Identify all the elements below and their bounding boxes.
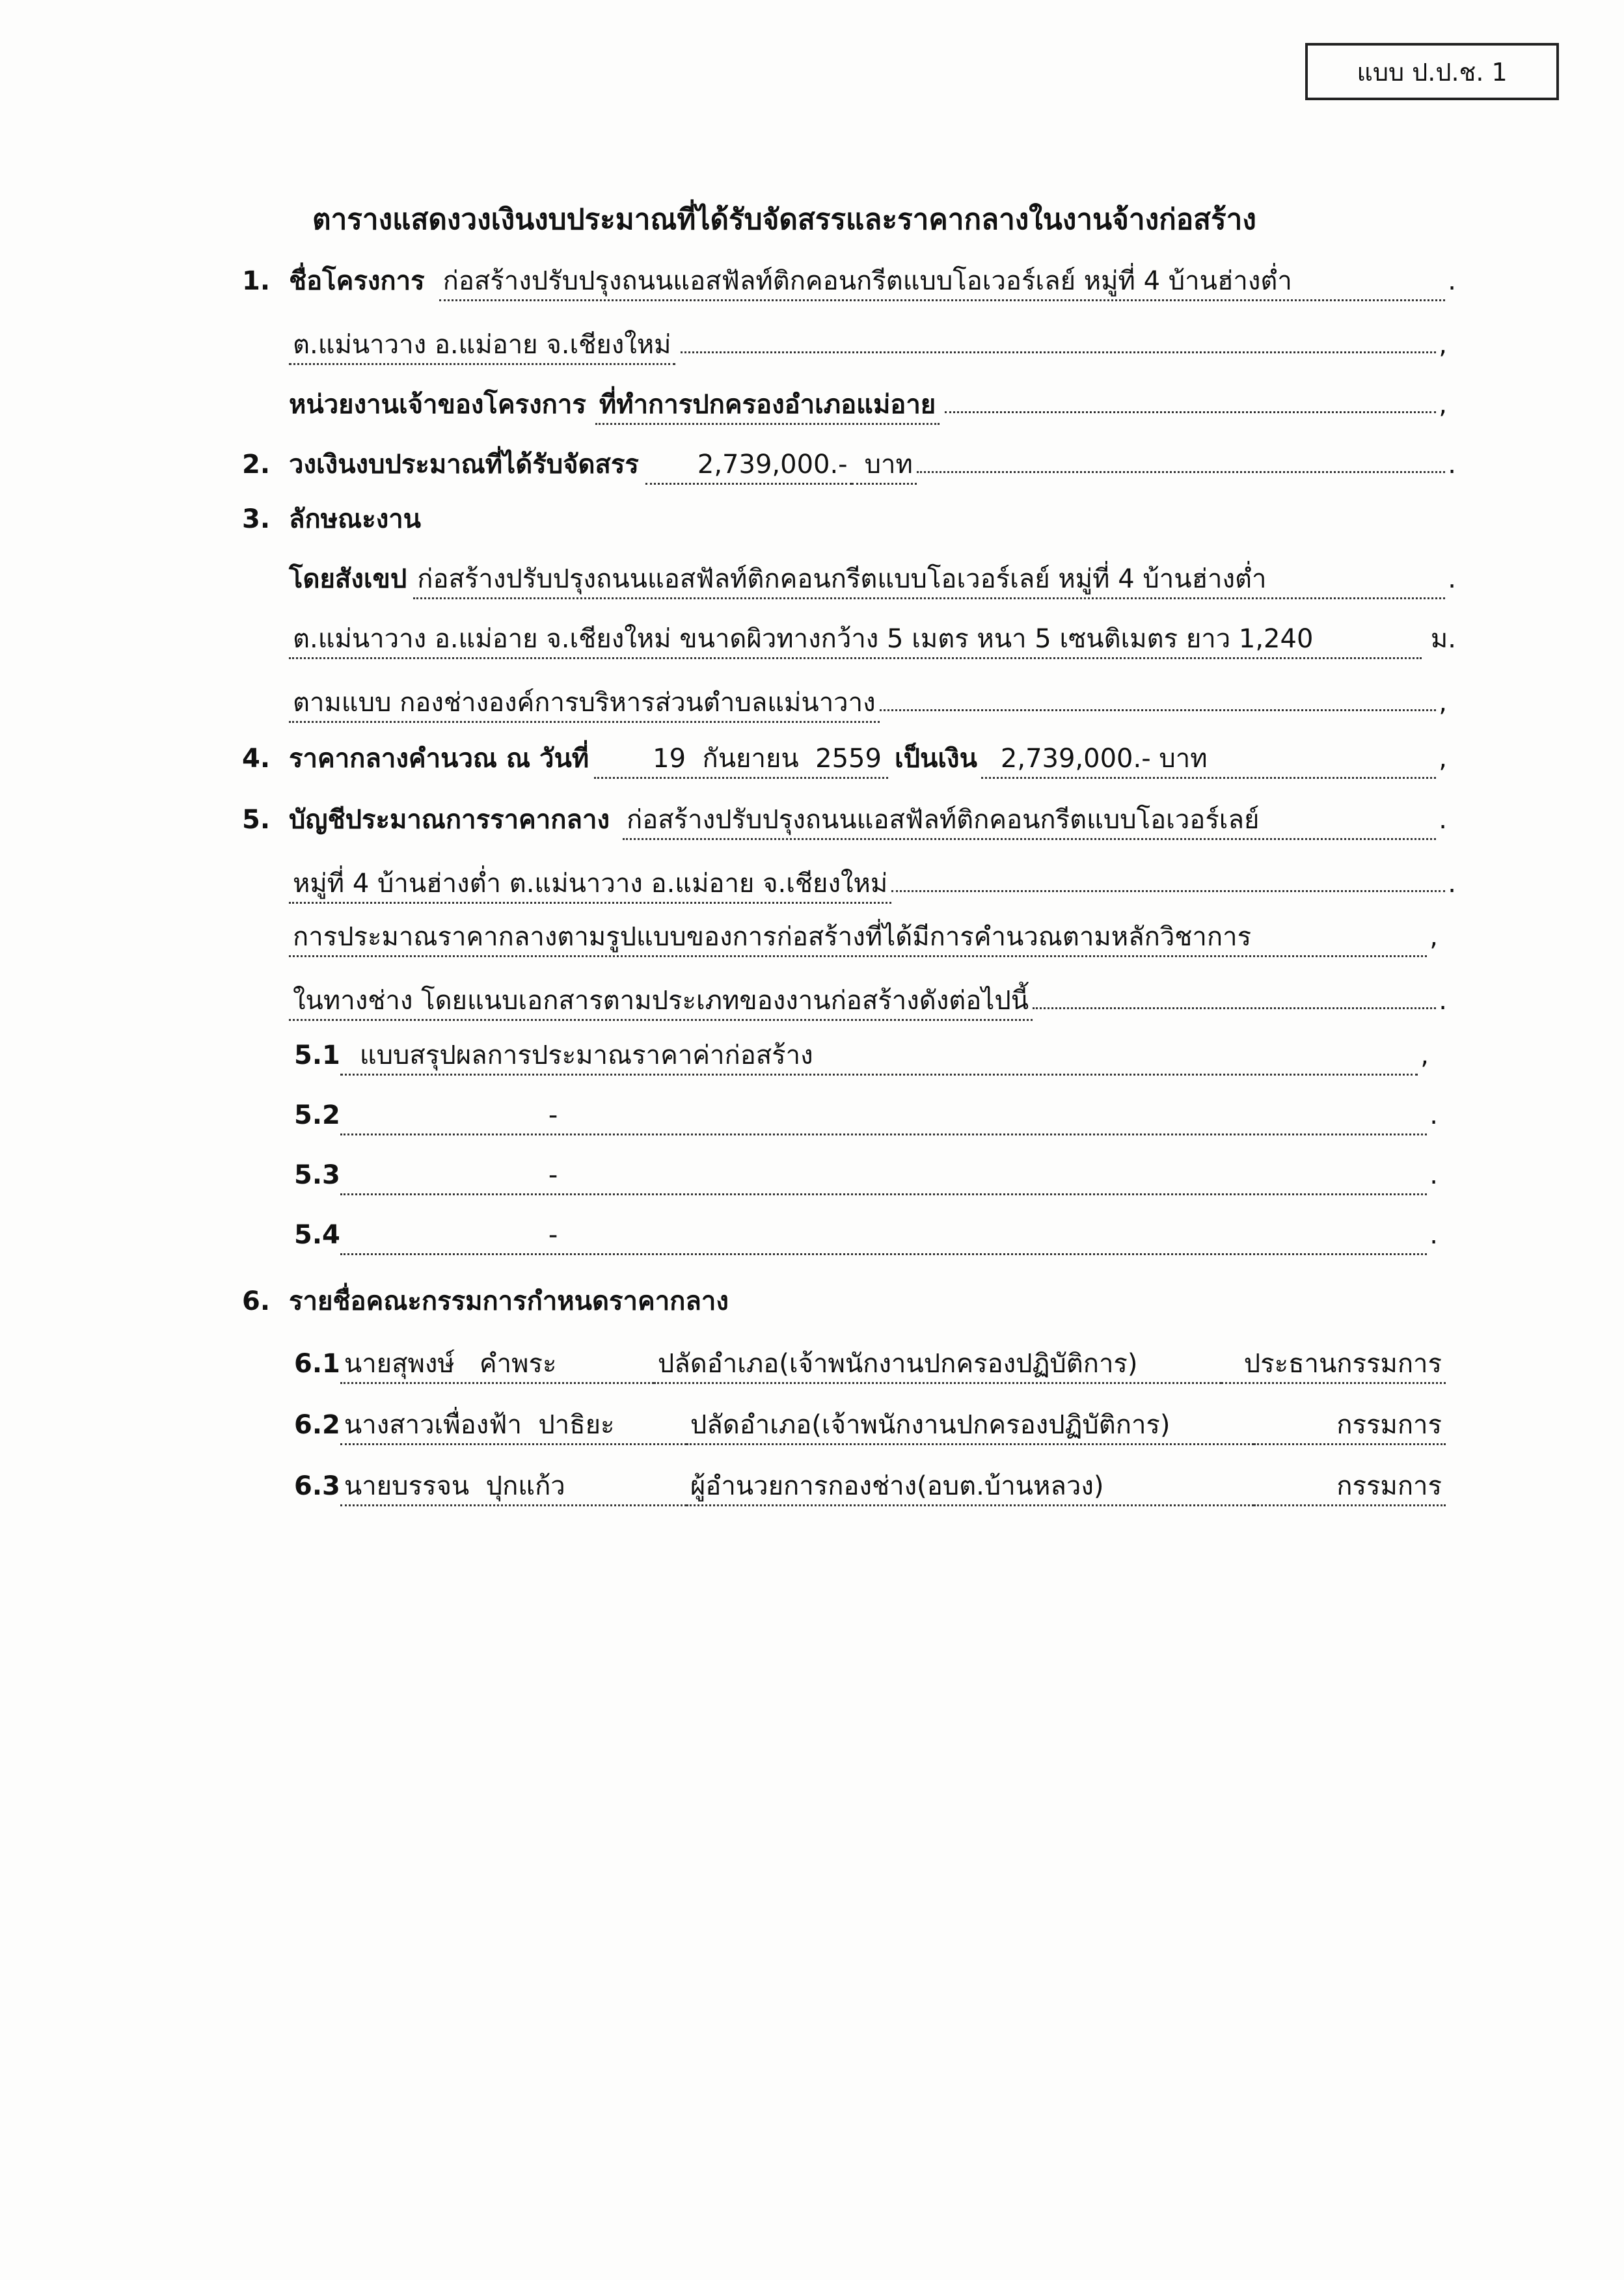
project-name-value-2: ต.แม่นาวาง อ.แม่อาย จ.เชียงใหม่: [289, 328, 675, 365]
section-number: 3.: [242, 504, 271, 534]
member-name: นายสุพงษ์ คำพระ: [340, 1347, 654, 1384]
committee-member: [294, 1344, 1446, 1383]
section-1-line-3: [289, 380, 1447, 419]
section-3-line-1: [289, 560, 1456, 599]
estimate-item: [294, 1036, 1429, 1075]
member-role: กรรมการ: [1254, 1469, 1446, 1506]
section-4-line: [242, 739, 1447, 778]
dotted-fill: [681, 320, 1437, 353]
dotted-fill: [1033, 976, 1436, 1009]
punct: .: [1448, 564, 1456, 594]
punct: ,: [1439, 744, 1447, 774]
punct: ,: [1420, 1040, 1429, 1070]
project-name-value-1: ก่อสร้างปรับปรุงถนนแอสฟัลท์ติกคอนกรีตแบบโอเวอร์เลย์ หมู่ที่ 4 บ้านฮ่างต่ำ: [439, 264, 1446, 301]
punct: ,: [1429, 922, 1438, 952]
estimate-line-3: การประมาณราคากลางตามรูปแบบของการก่อสร้างที่ได้มีการคำนวณตามหลักวิชาการ: [289, 920, 1427, 957]
section-number: 4.: [242, 744, 271, 774]
punct: ,: [1439, 390, 1447, 420]
item-number: 5.4: [294, 1220, 340, 1250]
section-1-line-1: [242, 262, 1456, 301]
item-number: 5.3: [294, 1160, 340, 1190]
item-text: -: [340, 1218, 1427, 1255]
committee-label: รายชื่อคณะกรรมการกำหนดราคากลาง: [289, 1286, 729, 1316]
member-position: ปลัดอำเภอ(เจ้าพนักงานปกครองปฏิบัติการ): [654, 1347, 1221, 1384]
punct: .: [1439, 805, 1447, 835]
length-unit: ม.: [1430, 624, 1456, 654]
punct: ,: [1439, 330, 1447, 360]
punct: .: [1429, 1160, 1438, 1190]
estimate-item: [294, 1156, 1438, 1195]
estimate-item: [294, 1215, 1438, 1255]
summary-line-3: ตามแบบ กองช่างองค์การบริหารส่วนตำบลแม่นาวาง: [289, 686, 880, 723]
section-5-line-3: [289, 917, 1438, 957]
section-5-line-2: [289, 859, 1456, 898]
form-code-box: แบบ ป.ป.ช. 1: [1305, 43, 1559, 100]
estimate-list-label: บัญชีประมาณการราคากลาง: [289, 805, 610, 835]
item-text: แบบสรุปผลการประมาณราคาค่าก่อสร้าง: [340, 1038, 1418, 1076]
punct: .: [1429, 1220, 1438, 1250]
estimate-line-1: ก่อสร้างปรับปรุงถนนแอสฟัลท์ติกคอนกรีตแบบโอเวอร์เลย์: [623, 803, 1436, 840]
section-number: 1.: [242, 266, 271, 296]
section-number: 6.: [242, 1286, 271, 1316]
dotted-fill: [945, 380, 1436, 413]
member-role: ประธานกรรมการ: [1221, 1347, 1446, 1384]
member-name: นางสาวเพื่องฟ้า ปาธิยะ: [340, 1408, 686, 1445]
member-name: นายบรรจน ปุกแก้ว: [340, 1469, 686, 1506]
member-number: 6.3: [294, 1471, 340, 1501]
item-number: 5.2: [294, 1100, 340, 1130]
median-price-amount: 2,739,000.- บาท: [981, 742, 1436, 779]
member-role: กรรมการ: [1254, 1408, 1446, 1445]
section-5-line-4: [289, 976, 1447, 1015]
dotted-fill: [880, 678, 1437, 711]
estimate-line-4: ในทางช่าง โดยแนบเอกสารตามประเภทของงานก่อสร้างดังต่อไปนี้: [289, 984, 1033, 1021]
committee-member: [294, 1467, 1446, 1506]
section-3-heading: [242, 500, 1456, 539]
member-position: ผู้อำนวยการกองช่าง(อบต.บ้านหลวง): [686, 1469, 1254, 1506]
member-number: 6.2: [294, 1410, 340, 1440]
summary-line-2: ต.แม่นาวาง อ.แม่อาย จ.เชียงใหม่ ขนาดผิวทางกว้าง 5 เมตร หนา 5 เซนติเมตร ยาว 1,240: [289, 622, 1422, 659]
punct: ,: [1439, 688, 1447, 718]
item-text: -: [340, 1098, 1427, 1135]
median-price-date-label: ราคากลางคำนวณ ณ วันที่: [289, 744, 589, 774]
member-number: 6.1: [294, 1349, 340, 1379]
item-text: -: [340, 1158, 1427, 1195]
dotted-fill: [891, 859, 1445, 892]
summary-line-1: ก่อสร้างปรับปรุงถนนแอสฟัลท์ติกคอนกรีตแบบโอเวอร์เลย์ หมู่ที่ 4 บ้านฮ่างต่ำ: [413, 562, 1445, 599]
section-2-line: [242, 440, 1456, 479]
budget-unit: บาท: [852, 448, 917, 485]
dotted-fill: [917, 440, 1445, 473]
budget-amount: 2,739,000.-: [645, 448, 852, 485]
punct: .: [1448, 266, 1456, 296]
item-number: 5.1: [294, 1040, 340, 1070]
section-3-line-2: [289, 619, 1456, 658]
punct: .: [1439, 986, 1447, 1016]
punct: .: [1448, 869, 1456, 899]
estimate-item: [294, 1096, 1438, 1135]
amount-label: เป็นเงิน: [894, 744, 977, 774]
owner-label: หน่วยงานเจ้าของโครงการ: [289, 390, 586, 420]
section-6-heading: [242, 1282, 1456, 1321]
median-price-date: 19 กันยายน 2559: [594, 742, 888, 779]
section-number: 2.: [242, 450, 271, 480]
section-3-line-3: [289, 678, 1447, 717]
section-1-line-2: [289, 320, 1447, 359]
committee-member: [294, 1405, 1446, 1445]
estimate-line-2: หมู่ที่ 4 บ้านฮ่างต่ำ ต.แม่นาวาง อ.แม่อาย จ.เชียงใหม่: [289, 867, 891, 904]
owner-value: ที่ทำการปกครองอำเภอแม่อาย: [595, 388, 940, 425]
summary-label: โดยสังเขป: [289, 564, 407, 594]
section-number: 5.: [242, 805, 271, 835]
punct: .: [1429, 1100, 1438, 1130]
budget-label: วงเงินงบประมาณที่ได้รับจัดสรร: [289, 450, 639, 480]
work-characteristics-label: ลักษณะงาน: [289, 504, 422, 534]
punct: .: [1448, 450, 1456, 480]
member-position: ปลัดอำเภอ(เจ้าพนักงานปกครองปฏิบัติการ): [686, 1408, 1254, 1445]
section-5-line-1: [242, 800, 1447, 839]
document-title: ตารางแสดงวงเงินงบประมาณที่ได้รับจัดสรรและราคากลางในงานจ้างก่อสร้าง: [312, 203, 1256, 236]
project-name-label: ชื่อโครงการ: [289, 266, 425, 296]
